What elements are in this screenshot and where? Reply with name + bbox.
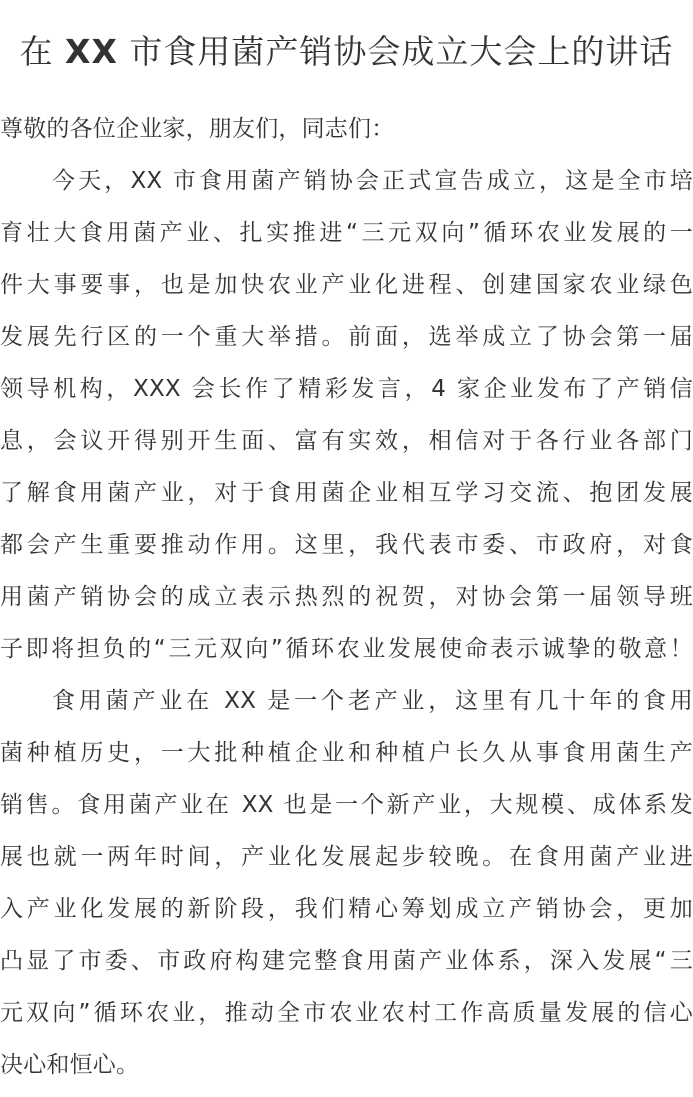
body-text-line: 育壮大食用菌产业、扎实推进“三元双向”循环农业发展的一 <box>0 220 693 246</box>
body-text-line: 用菌产销协会的成立表示热烈的祝贺，对协会第一届领导班 <box>0 584 693 610</box>
body-text-line: 食用菌产业在 XX 是一个老产业，这里有几十年的食用 <box>52 688 693 714</box>
body-text-line: 息，会议开得别开生面、富有实效，相信对于各行业各部门 <box>0 428 693 454</box>
body-text-line: 展也就一两年时间，产业化发展起步较晚。在食用菌产业进 <box>0 844 693 870</box>
body-text-line: 决心和恒心。 <box>0 1052 140 1078</box>
title-suffix: 市食用菌产销协会成立大会上的讲话 <box>117 32 674 71</box>
document-title <box>0 28 693 76</box>
body-text-line: 发展先行区的一个重大举措。前面，选举成立了协会第一届 <box>0 324 693 350</box>
body-text-line: 子即将担负的“三元双向”循环农业发展使命表示诚挚的敬意！ <box>0 636 693 662</box>
body-text-line: 销售。食用菌产业在 XX 也是一个新产业，大规模、成体系发 <box>0 792 693 818</box>
body-text-line: 尊敬的各位企业家，朋友们，同志们： <box>0 116 395 142</box>
body-text-line: 入产业化发展的新阶段，我们精心筹划成立产销协会，更加 <box>0 896 693 922</box>
body-text-line: 元双向”循环农业，推动全市农业农村工作高质量发展的信心 <box>0 1000 693 1026</box>
title-prefix: 在 <box>19 32 66 71</box>
body-text-line: 凸显了市委、市政府构建完整食用菌产业体系，深入发展“三 <box>0 948 693 974</box>
body-text-line: 今天，XX 市食用菌产销协会正式宣告成立，这是全市培 <box>52 168 693 194</box>
body-text-line: 领导机构，XXX 会长作了精彩发言，4 家企业发布了产销信 <box>0 376 693 402</box>
body-text-line: 菌种植历史，一大批种植企业和种植户长久从事食用菌生产 <box>0 740 693 766</box>
body-text-line: 都会产生重要推动作用。这里，我代表市委、市政府，对食 <box>0 532 693 558</box>
title-city-placeholder: XX <box>65 32 118 71</box>
body-text-line: 了解食用菌产业，对于食用菌企业相互学习交流、抱团发展 <box>0 480 693 506</box>
body-text-line: 件大事要事，也是加快农业产业化进程、创建国家农业绿色 <box>0 272 693 298</box>
